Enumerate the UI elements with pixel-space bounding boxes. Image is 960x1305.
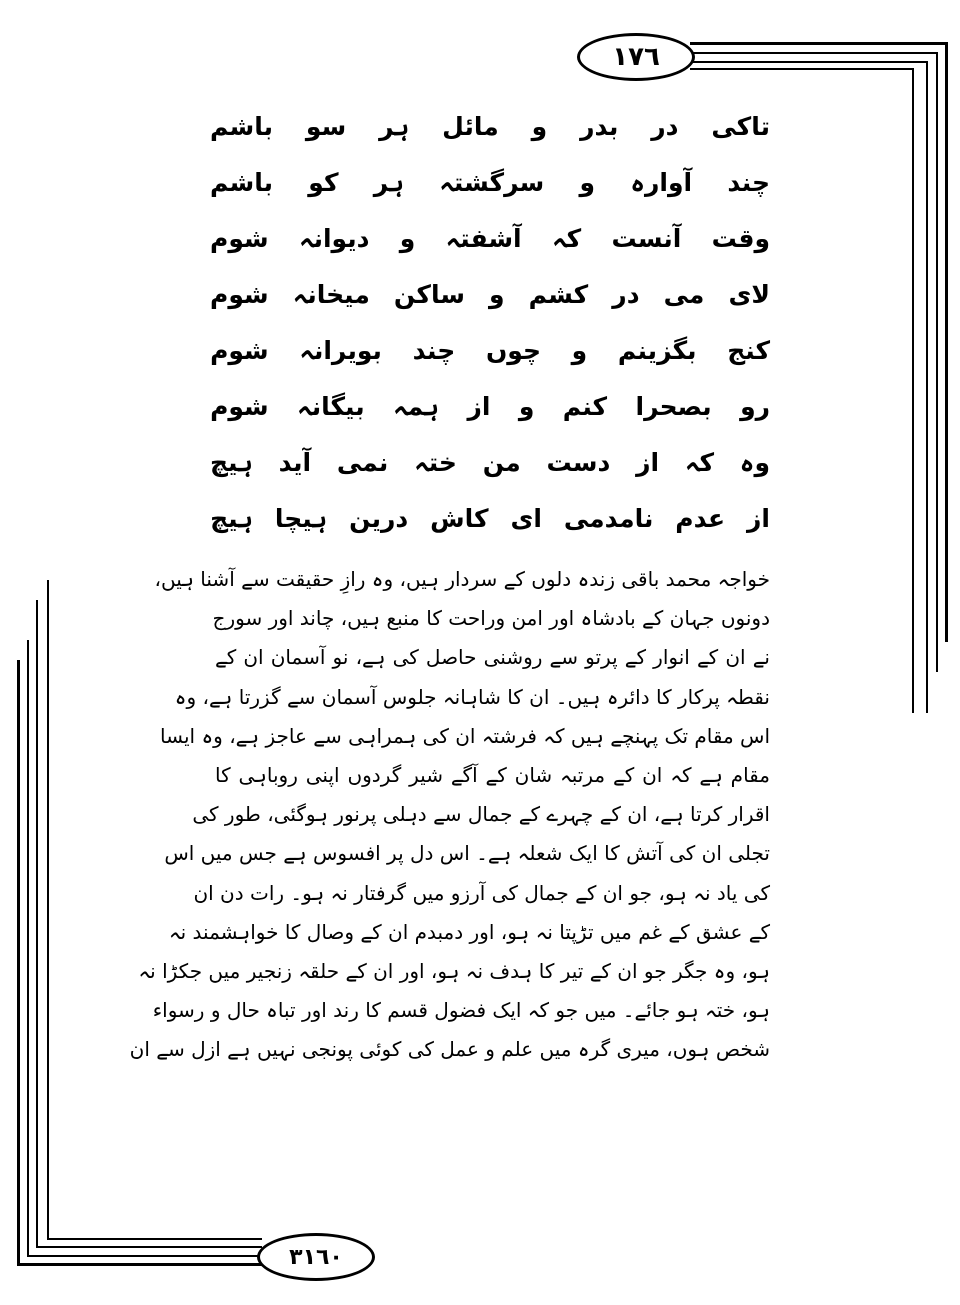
verse-line [210, 154, 770, 210]
verse-word: کہ [684, 447, 715, 477]
verse-word: ہر [379, 111, 410, 141]
prose-line: مقام ہے کہ ان کے مرتبہ شان کے آگے شیر گردوں اپنی روباہی کا [215, 762, 770, 787]
verse-word: وہ [739, 447, 770, 477]
prose-line: خواجہ محمد باقی زندہ دلوں کے سردار ہیں، وہ رازِ حقیقت سے آشنا ہیں، [154, 567, 770, 591]
verse-word: ہیچ [210, 447, 253, 477]
verse-word: در [612, 279, 640, 309]
verse-word: از [636, 447, 660, 477]
verse-word: چند [412, 335, 456, 365]
verse-word: شوم [210, 335, 269, 365]
frame-line-top-inner [690, 61, 928, 63]
verse-word: کاش [430, 503, 489, 533]
verse-word: کو [308, 167, 339, 197]
verse-word: بصحرا [635, 391, 712, 421]
prose-line: ہو، ختہ ہو جائے۔ میں جو کہ ایک فضول قسم کا رند اور تباہ حال و رسواء [152, 998, 770, 1023]
frame-line-top-innermost [690, 68, 914, 70]
verse-word: ساکن [393, 279, 465, 309]
bottom-page-number: ۳۱٦۰ [257, 1233, 375, 1281]
verse-word: دیوانہ [298, 223, 370, 253]
verse-line [210, 322, 770, 378]
verse-word: کنم [562, 391, 608, 421]
verse-word: بگزینم [617, 335, 697, 365]
verse-word: شوم [210, 279, 269, 309]
frame-line-bottom-innermost [47, 1238, 262, 1240]
prose-line: اس مقام تک پہنچے ہیں کہ فرشتہ ان کی ہمراہی سے عاجز ہے، وہ ایسا [160, 723, 770, 748]
verse-word: کنج [727, 335, 770, 365]
frame-line-right-inner [926, 61, 928, 713]
frame-line-left-mid [27, 640, 29, 1257]
verse-word: مائل [442, 111, 499, 141]
frame-line-left-innermost [47, 580, 49, 1240]
verse-word: می [663, 279, 705, 309]
verse-word: تاکی [711, 111, 770, 141]
verse-line [210, 98, 770, 154]
verse-word: وقت [711, 223, 770, 253]
frame-line-left-inner [36, 600, 38, 1248]
verse-word: ہیچا [274, 503, 328, 533]
verse-word: میخانہ [292, 279, 370, 309]
verse-word: نامدمی [563, 503, 654, 533]
verse-word: و [489, 279, 505, 309]
verse-word: ختہ [414, 447, 457, 477]
frame-line-right-outer [945, 42, 948, 642]
verse-word: دست [546, 447, 611, 477]
verse-word: آشفتہ [445, 223, 522, 253]
frame-line-bottom-mid [27, 1255, 262, 1257]
verse-word: شوم [210, 391, 269, 421]
verse-line [210, 490, 770, 546]
frame-line-right-innermost [912, 68, 914, 713]
prose-line: شخص ہوں، میری گرہ میں علم و عمل کی کوئی پونجی نہیں ہے ازل سے ان [129, 1037, 770, 1062]
frame-line-bottom-outer [17, 1263, 262, 1266]
verse-word: از [467, 391, 491, 421]
verse-word: رو [740, 391, 770, 421]
frame-line-top-mid [690, 52, 938, 54]
verse-word: کشم [528, 279, 589, 309]
verse-line [210, 378, 770, 434]
prose-line: دونوں جہان کے بادشاہ اور امن وراحت کا منبع ہیں، چاند اور سورج [212, 606, 770, 631]
verse-word: سرگشتہ [439, 167, 545, 197]
verse-line [210, 266, 770, 322]
verse-word: لای [728, 279, 770, 309]
verse-word: در [651, 111, 679, 141]
verse-word: و [518, 391, 535, 421]
verse-line [210, 210, 770, 266]
verse-word: و [531, 111, 548, 141]
verse-word: عدم [675, 503, 726, 533]
verse-word: بدر [580, 111, 619, 141]
frame-line-left-outer [17, 660, 20, 1265]
prose-line: نے ان کے انوار کے پرتو سے روشنی حاصل کی ہے، نو آسمان ان کے [215, 645, 770, 670]
top-page-number: ۱۷٦ [577, 33, 695, 81]
verse-word: درین [349, 503, 409, 533]
prose-block [129, 560, 770, 1069]
frame-line-right-mid [936, 52, 938, 672]
verse-word: و [399, 223, 416, 253]
verse-word: سو [305, 111, 347, 141]
verse-word: و [571, 335, 588, 365]
frame-line-bottom-inner [36, 1246, 262, 1248]
verse-line [210, 434, 770, 490]
prose-line: تجلی ان کی آتش کا ایک شعلہ ہے۔ اس دل پر افسوس ہے جس میں اس [164, 841, 770, 866]
prose-line: اقرار کرتا ہے، ان کے چہرے کے جمال سے دہلی پرنور ہوگئی، طور کی [192, 802, 770, 827]
verse-word: بویرانہ [299, 335, 382, 365]
verse-word: باشم [210, 111, 273, 141]
verse-word: ای [510, 503, 542, 533]
verse-word: ہر [373, 167, 404, 197]
poem-block [210, 98, 770, 546]
verse-word: من [482, 447, 521, 477]
verse-word: بیگانہ [297, 391, 365, 421]
verse-word: آید [278, 447, 312, 477]
prose-line: ہو، وہ جگر جو ان کے تیر کا ہدف نہ ہو، اور ان کے حلقہ زنجیر میں جکڑا نہ [138, 958, 770, 983]
frame-line-top-outer [690, 42, 948, 45]
verse-word: از [747, 503, 770, 533]
verse-word: ہمہ [393, 391, 440, 421]
verse-word: آنست [611, 223, 682, 253]
verse-word: ہیچ [210, 503, 253, 533]
verse-word: شوم [210, 223, 269, 253]
verse-word: کہ [551, 223, 582, 253]
verse-word: و [579, 167, 596, 197]
verse-word: آوارہ [630, 167, 693, 197]
verse-word: باشم [210, 167, 273, 197]
prose-line: کی یاد نہ ہو، جو ان کے جمال کی آرزو میں گرفتار نہ ہو۔ رات دن ان [193, 880, 770, 905]
verse-word: چند [727, 167, 770, 197]
verse-word: نمی [336, 447, 389, 477]
prose-line: نقطہ پرکار کا دائرہ ہیں۔ ان کا شاہانہ جلوس آسمان سے گزرتا ہے، وہ [174, 684, 770, 709]
prose-line: کے عشق کے غم میں تڑپتا نہ ہو، اور دمبدم ان کے وصال کا خواہشمند نہ [168, 919, 770, 944]
verse-word: چوں [485, 335, 541, 365]
